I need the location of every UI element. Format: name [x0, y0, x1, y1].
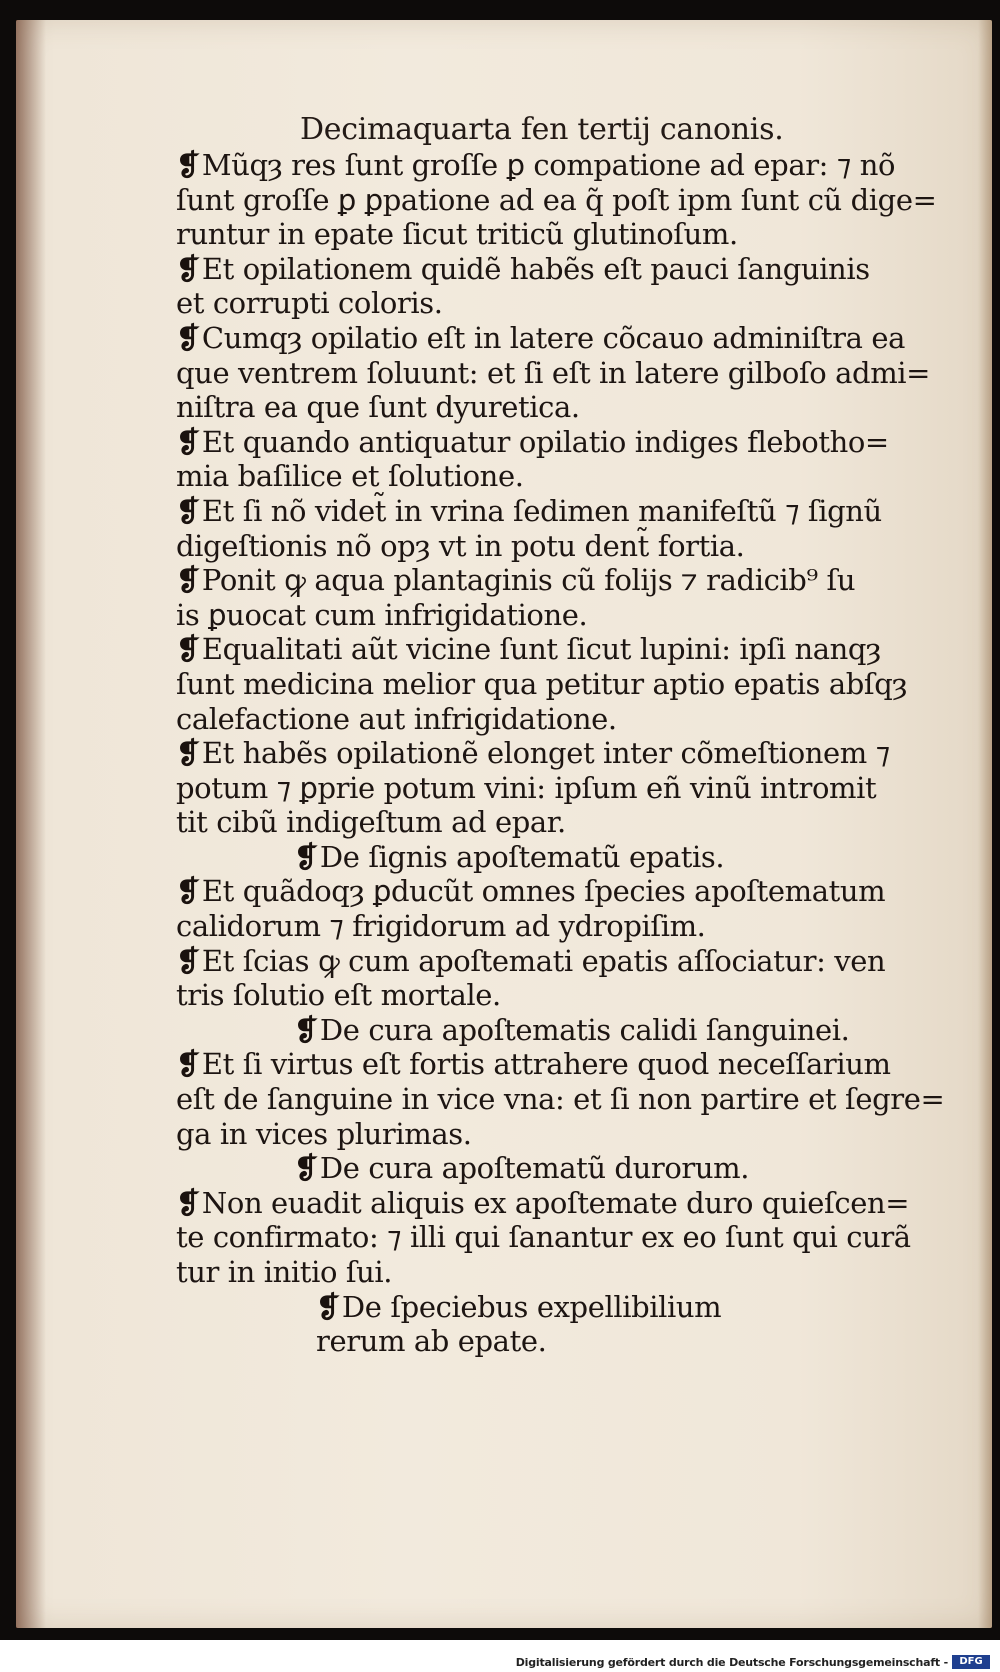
line-text: Et ſcias ꝙ cum apoſtemati epatis aſſociatur: ven — [201, 943, 886, 978]
heading-text: De cura apoſtematũ durorum. — [319, 1151, 750, 1186]
pilcrow-mark: ❡ — [176, 943, 200, 978]
paragraph-first-line — [176, 148, 956, 183]
dfg-logo: DFG — [952, 1655, 990, 1669]
pilcrow-mark: ❡ — [316, 1289, 340, 1324]
paragraph-line — [176, 1255, 956, 1290]
paragraph-first-line — [176, 321, 956, 356]
line-text: is ꝑuocat cum infrigidatione. — [176, 597, 588, 632]
line-text: que ventrem ſoluunt: et ſi eſt in latere gilboſo admi= — [176, 355, 931, 390]
paragraph-line — [176, 771, 956, 806]
pilcrow-mark: ❡ — [176, 148, 200, 182]
line-text: runtur in epate ſicut triticũ glutinoſum. — [176, 217, 738, 252]
line-text: te confirmato: ⁊ illi qui ſanantur ex eo ſunt qui curã — [176, 1220, 911, 1255]
heading-text: De ſpeciebus expellibilium — [341, 1289, 722, 1324]
paragraph-first-line — [176, 425, 956, 460]
pilcrow-mark: ❡ — [176, 493, 200, 528]
section-heading — [176, 1013, 956, 1048]
paragraph-line — [176, 1220, 956, 1255]
paragraph-first-line — [176, 252, 956, 287]
section-heading — [176, 840, 956, 875]
pilcrow-mark: ❡ — [176, 1047, 200, 1082]
line-text: calefactione aut infrigidatione. — [176, 701, 617, 736]
line-text: Et opilationem quidẽ habẽs eſt pauci ſanguinis — [201, 251, 870, 286]
line-text: ſunt medicina melior qua petitur aptio epatis abſqȝ — [176, 666, 908, 701]
line-text: niſtra ea que ſunt dyuretica. — [176, 390, 580, 425]
paragraph-line — [176, 598, 956, 633]
line-text: tit cibũ indigeſtum ad epar. — [176, 805, 566, 840]
line-text: Et ſi virtus eſt fortis attrahere quod neceſſarium — [201, 1047, 891, 1082]
paragraph-first-line — [176, 944, 956, 979]
pilcrow-mark: ❡ — [294, 1012, 318, 1047]
paragraph-line — [176, 459, 956, 494]
line-text: Equalitati aũt vicine ſunt ſicut lupini: ipſi nanqȝ — [201, 632, 881, 667]
line-text: Mũqȝ res ſunt groſſe ꝑ compatione ad epar: ⁊ nõ — [201, 148, 896, 182]
paragraph-line — [176, 390, 956, 425]
paragraph-first-line — [176, 874, 956, 909]
paragraph-first-line — [176, 1047, 956, 1082]
pilcrow-mark: ❡ — [176, 320, 200, 355]
line-text: Et quando antiquatur opilatio indiges flebotho= — [201, 424, 889, 459]
paragraph-line — [176, 529, 956, 564]
section-heading — [176, 1324, 956, 1359]
pilcrow-mark: ❡ — [176, 632, 200, 667]
pilcrow-mark: ❡ — [294, 839, 318, 874]
line-text: mia baſilice et ſolutione. — [176, 459, 524, 494]
pilcrow-mark: ❡ — [176, 736, 200, 771]
line-text: tris ſolutio eſt mortale. — [176, 978, 501, 1013]
line-text: ſunt groſſe ꝑ ꝑpatione ad ea q̃ poſt ipm ſunt cũ dige= — [176, 182, 937, 217]
paragraph-line — [176, 183, 956, 218]
pilcrow-mark: ❡ — [176, 251, 200, 286]
paragraph-line — [176, 217, 956, 252]
paragraph-first-line — [176, 494, 956, 529]
paragraph-line — [176, 667, 956, 702]
paragraph-line — [176, 909, 956, 944]
heading-text: De cura apoſtematis calidi ſanguinei. — [319, 1012, 850, 1047]
paragraph-line — [176, 1117, 956, 1152]
line-text: calidorum ⁊ frigidorum ad ydropiſim. — [176, 909, 706, 944]
body-text — [176, 104, 956, 1359]
line-text: digeſtionis nõ opȝ vt in potu dent̃ fortia. — [176, 528, 745, 563]
paragraph-first-line — [176, 563, 956, 598]
line-text: potum ⁊ ꝑprie potum vini: ipſum eñ vinũ intromit — [176, 770, 877, 805]
pilcrow-mark: ❡ — [176, 1185, 200, 1220]
page-gutter-shadow — [16, 20, 46, 1628]
line-text: ga in vices plurimas. — [176, 1116, 472, 1151]
paragraph-line — [176, 286, 956, 321]
paragraph-first-line — [176, 736, 956, 771]
paragraph-line — [176, 978, 956, 1013]
line-text: Et quãdoqȝ ꝑducũt omnes ſpecies apoſtematum — [201, 874, 886, 909]
pilcrow-mark: ❡ — [176, 563, 200, 598]
running-header: Decimaquarta fen tertij canonis. — [300, 112, 784, 147]
line-text: Ponit ꝙ aqua plantaginis cũ folijs ⁊ radicib⁹ ſu — [201, 563, 856, 598]
paragraph-first-line — [176, 632, 956, 667]
section-heading — [176, 1290, 956, 1325]
line-text: Et ſi nõ videt̃ in vrina ſedimen manifeſtũ ⁊ ſignũ — [201, 493, 882, 528]
pilcrow-mark: ❡ — [176, 424, 200, 459]
section-heading — [176, 1151, 956, 1186]
heading-text: rerum ab epate. — [316, 1324, 547, 1359]
line-text: tur in initio ſui. — [176, 1255, 393, 1289]
paragraph-line — [176, 1082, 956, 1117]
pilcrow-mark: ❡ — [176, 874, 200, 909]
funding-credit: Digitalisierung gefördert durch die Deutsche Forschungsgemeinschaft - — [515, 1656, 948, 1669]
pilcrow-mark: ❡ — [294, 1151, 318, 1186]
line-text: Et habẽs opilationẽ elonget inter cõmeſtionem ⁊ — [201, 736, 890, 771]
heading-text: De ſignis apoſtematũ epatis. — [319, 839, 725, 874]
paragraph-first-line — [176, 1186, 956, 1221]
line-text: Non euadit aliquis ex apoſtemate duro quieſcen= — [201, 1185, 910, 1220]
page-edge-shadow — [978, 20, 992, 1628]
line-text: eſt de ſanguine in vice vna: et ſi non partire et ſegre= — [176, 1082, 945, 1117]
paragraph-line — [176, 805, 956, 840]
line-text: et corrupti coloris. — [176, 286, 443, 321]
paragraph-line — [176, 702, 956, 737]
line-text: Cumqȝ opilatio eſt in latere cõcauo adminiſtra ea — [201, 320, 905, 355]
paragraph-line — [176, 356, 956, 391]
